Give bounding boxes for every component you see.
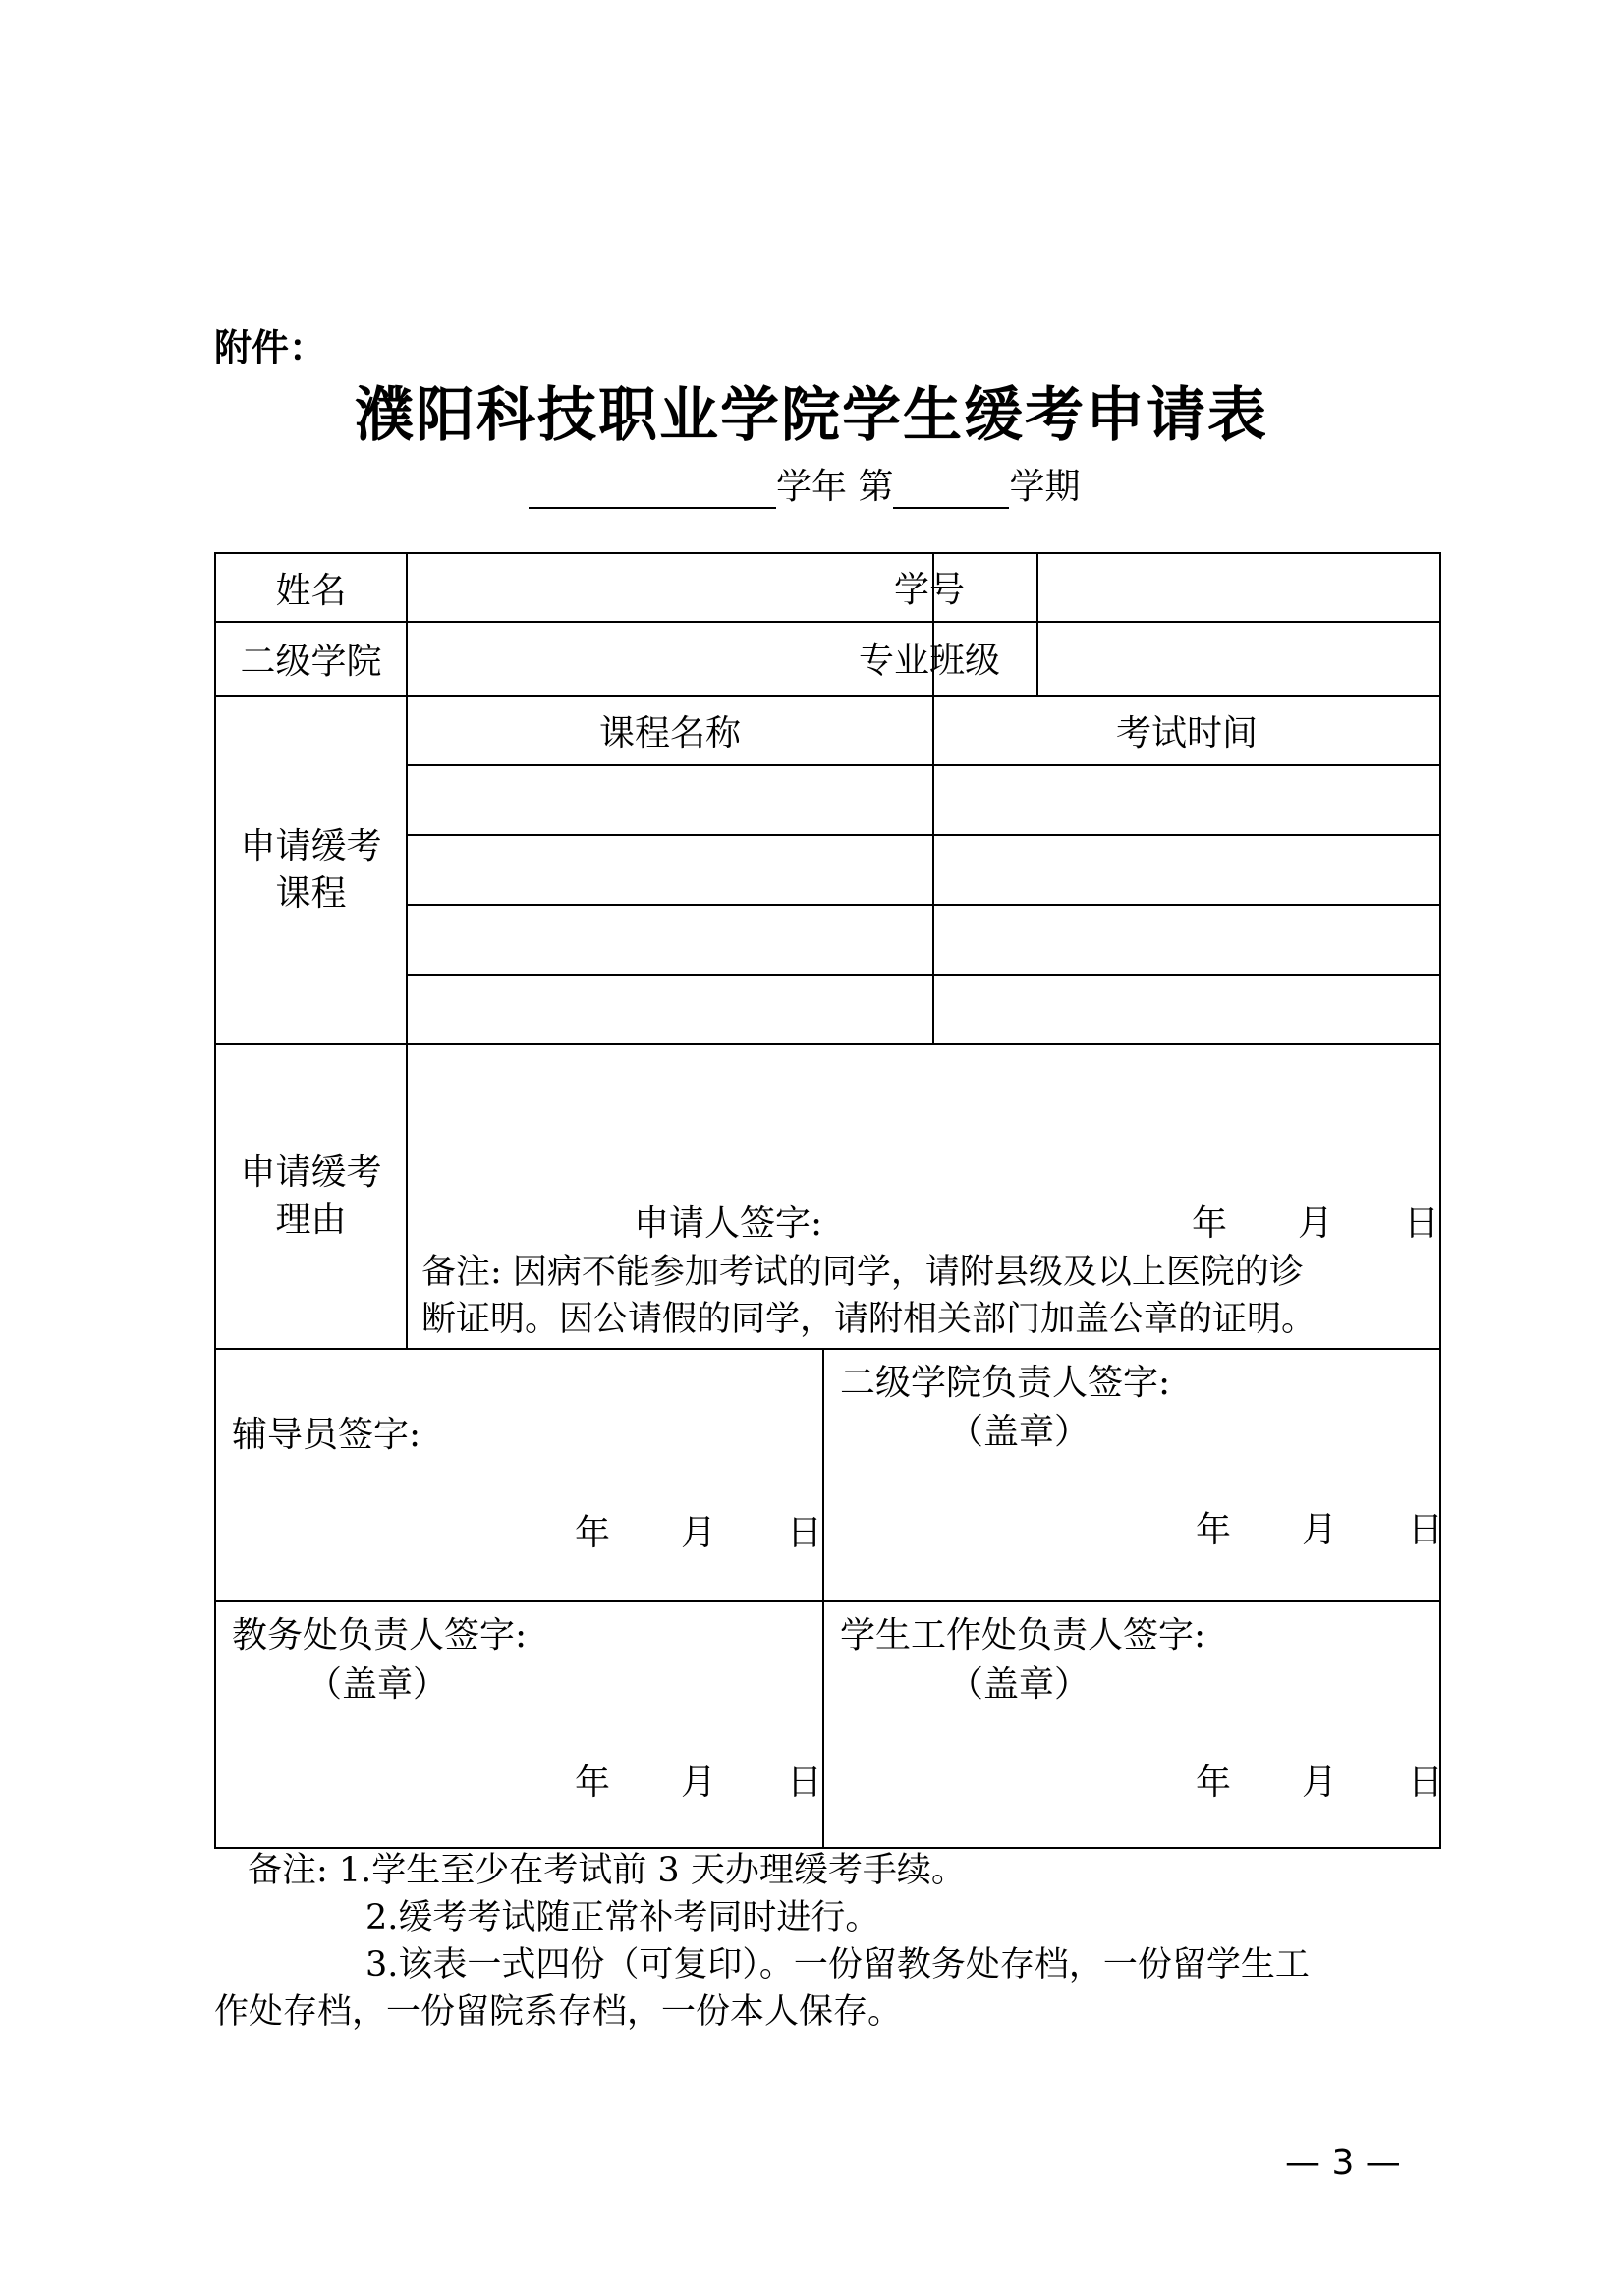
signature-row-1 [215, 1349, 1440, 1601]
course-header-row [215, 696, 1440, 765]
academic-affairs-seal: （盖章） [307, 1664, 449, 1705]
reason-input[interactable] [407, 1044, 1440, 1349]
academic-affairs-signature-label: 教务处负责人签字: [232, 1615, 528, 1655]
reason-note-line-2: 断证明。因公请假的同学，请附相关部门加盖公章的证明。 [421, 1300, 1316, 1339]
course-name-input[interactable] [407, 905, 933, 975]
applicant-date: 年 月 日 [1192, 1204, 1440, 1244]
student-id-input[interactable] [1037, 553, 1440, 622]
note-line-4: 作处存档，一份留院系存档，一份本人保存。 [214, 1992, 903, 2032]
form-title: 濮阳科技职业学院学生缓考申请表 [355, 381, 1268, 450]
course-name-input[interactable] [407, 835, 933, 905]
academic-affairs-date: 年 月 日 [575, 1763, 823, 1803]
academic-affairs-signature-cell[interactable] [215, 1601, 823, 1848]
notes-block [214, 1847, 1310, 2036]
name-label: 姓名 [215, 553, 407, 622]
academic-year-suffix: 学年 第 [776, 467, 894, 507]
course-name-input[interactable] [407, 765, 933, 835]
college-head-date: 年 月 日 [1196, 1510, 1444, 1550]
courses-label-text: 申请缓考课程 [240, 825, 382, 914]
student-affairs-date: 年 月 日 [1196, 1763, 1444, 1803]
semester-blank[interactable] [893, 472, 1009, 509]
student-affairs-signature-cell[interactable] [823, 1601, 1444, 1848]
application-form-table [214, 552, 1444, 1849]
exam-time-input[interactable] [933, 975, 1440, 1044]
student-affairs-seal: （盖章） [948, 1664, 1091, 1705]
reason-label-text: 申请缓考理由 [240, 1152, 382, 1240]
reason-row [215, 1044, 1440, 1349]
attachment-label: 附件： [214, 326, 327, 369]
student-affairs-signature-label: 学生工作处负责人签字: [840, 1615, 1206, 1655]
college-head-signature-label: 二级学院负责人签字: [840, 1363, 1171, 1403]
page-number: — 3 — [1285, 2143, 1401, 2183]
college-head-signature-cell[interactable] [823, 1349, 1444, 1601]
college-head-seal: （盖章） [948, 1412, 1091, 1452]
courses-label [215, 696, 407, 1044]
exam-time-input[interactable] [933, 905, 1440, 975]
academic-term-line [529, 459, 1080, 509]
class-label-text: 专业班级 [858, 641, 1000, 681]
signature-row-2 [215, 1601, 1440, 1848]
reason-label [215, 1044, 407, 1349]
note-line-2: 2.缓考考试随正常补考同时进行。 [365, 1898, 880, 1937]
course-name-header: 课程名称 [407, 696, 933, 765]
reason-note-line-1: 备注: 因病不能参加考试的同学，请附县级及以上医院的诊 [421, 1253, 1304, 1292]
student-id-label-text: 学号 [893, 569, 965, 610]
exam-time-header: 考试时间 [933, 696, 1440, 765]
class-input[interactable] [1037, 622, 1440, 696]
note-line-3: 3.该表一式四份（可复印）。一份留教务处存档，一份留学生工 [365, 1945, 1310, 1985]
exam-time-input[interactable] [933, 765, 1440, 835]
academic-year-blank[interactable] [529, 472, 776, 509]
applicant-signature-label: 申请人签字: [634, 1204, 823, 1244]
course-name-input[interactable] [407, 975, 933, 1044]
counselor-signature-label: 辅导员签字: [232, 1415, 421, 1455]
note-line-1: 备注: 1.学生至少在考试前 3 天办理缓考手续。 [248, 1851, 966, 1890]
exam-time-input[interactable] [933, 835, 1440, 905]
college-label: 二级学院 [215, 622, 407, 696]
counselor-date: 年 月 日 [575, 1513, 823, 1553]
semester-suffix: 学期 [1009, 467, 1081, 507]
counselor-signature-cell[interactable] [215, 1349, 823, 1601]
